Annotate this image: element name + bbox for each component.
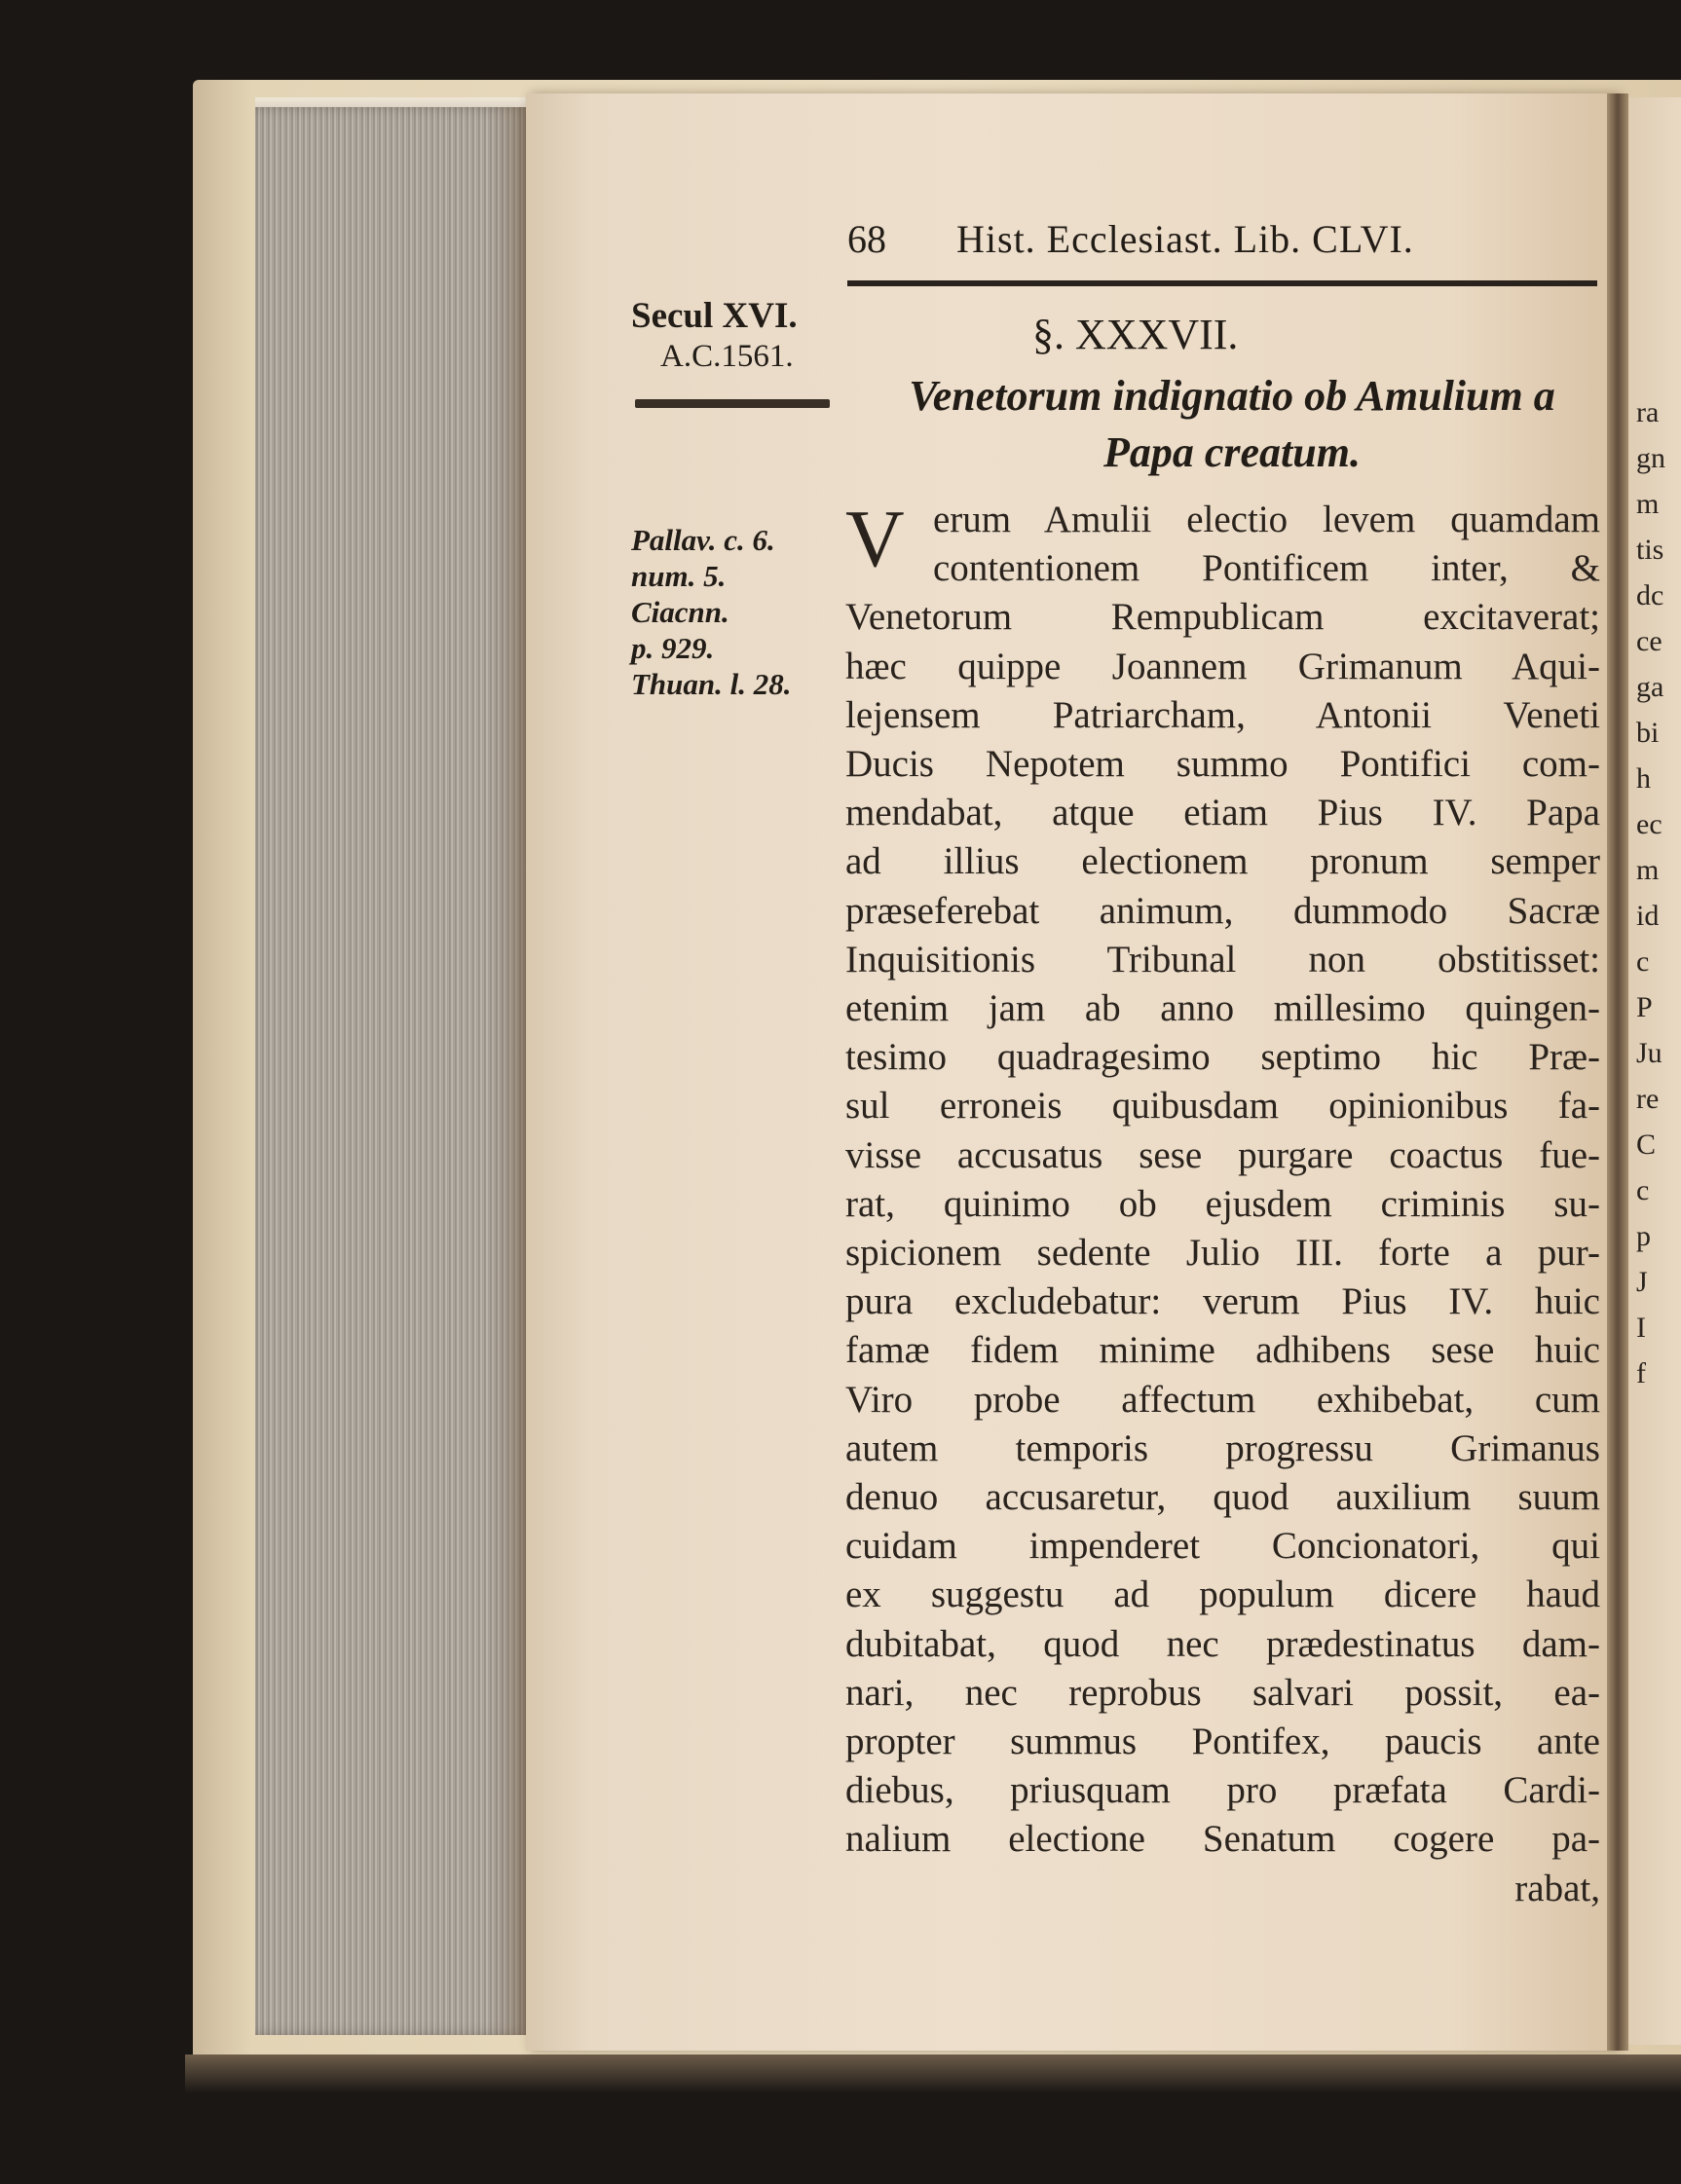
text-line: spicionem sedente Julio III. forte a pur- — [845, 1232, 1600, 1274]
facing-page-text — [1636, 389, 1681, 1396]
text-line: famæ fidem minime adhibens sese huic — [845, 1329, 1600, 1372]
facing-page-fragment: J — [1636, 1266, 1648, 1298]
facing-page-fragment: P — [1636, 991, 1653, 1023]
margin-reference: Ciacnn. — [631, 595, 729, 629]
text-line: etenim jam ab anno millesimo quingen- — [845, 987, 1600, 1029]
facing-page-fragment: dc — [1636, 579, 1664, 611]
facing-page-fragment: I — [1636, 1312, 1646, 1344]
facing-page-fragment: ga — [1636, 671, 1664, 703]
text-line: Viro probe affectum exhibebat, cum — [845, 1378, 1600, 1421]
text-line: ex suggestu ad populum dicere haud — [845, 1573, 1600, 1616]
facing-page-fragment: c — [1636, 1174, 1650, 1206]
margin-reference: Thuan. l. 28. — [631, 667, 792, 701]
text-line: Venetorum Rempublicam excitaverat; — [845, 596, 1600, 639]
facing-page-fragment: h — [1636, 762, 1651, 795]
text-line: pura excludebatur: verum Pius IV. huic — [845, 1280, 1600, 1323]
text-line: nalium electione Senatum cogere pa- — [845, 1818, 1600, 1861]
text-line: mendabat, atque etiam Pius IV. Papa — [845, 792, 1600, 834]
text-line: denuo accusaretur, quod auxilium suum — [845, 1476, 1600, 1518]
text-line: lejensem Patriarcham, Antonii Veneti — [845, 693, 1600, 736]
text-line: tesimo quadragesimo septimo hic Præ- — [845, 1036, 1600, 1079]
section-title — [857, 368, 1607, 481]
text-line: erum Amulii electio levem quamdam — [933, 499, 1600, 540]
text-line: Inquisitionis Tribunal non obstitisset: — [845, 938, 1600, 981]
margin-references — [631, 522, 845, 702]
facing-page-fragment: bi — [1636, 717, 1660, 749]
page-edges-shade — [487, 107, 528, 2035]
facing-page-fragment: ra — [1636, 396, 1660, 428]
margin-reference: Pallav. c. 6. — [631, 523, 775, 557]
running-title: Hist. Ecclesiast. Lib. CLVI. — [956, 217, 1414, 261]
text-line: diebus, priusquam pro præfata Cardi- — [845, 1769, 1600, 1812]
facing-page-edge — [1628, 97, 1681, 2045]
facing-page-fragment: c — [1636, 945, 1650, 978]
text-line: Ducis Nepotem summo Pontifici com- — [845, 743, 1600, 785]
facing-page-fragment: ce — [1636, 625, 1662, 657]
margin-date-note — [631, 296, 836, 376]
text-line: hæc quippe Joannem Grimanum Aqui- — [845, 645, 1600, 687]
text-line: cuidam impenderet Concionatori, qui — [845, 1525, 1600, 1568]
margin-rule — [635, 399, 830, 408]
margin-reference: p. 929. — [631, 631, 715, 665]
section-title-line: Papa creatum. — [1103, 428, 1361, 476]
facing-page-fragment: ec — [1636, 808, 1662, 840]
text-line: nari, nec reprobus salvari possit, ea- — [845, 1671, 1600, 1714]
text-line: autem temporis progressu Grimanus — [845, 1426, 1600, 1469]
facing-page-fragment: re — [1636, 1083, 1660, 1115]
header-rule — [847, 280, 1597, 286]
text-line: rabat, — [1514, 1867, 1600, 1909]
facing-page-fragment: gn — [1636, 442, 1665, 474]
facing-page-fragment: C — [1636, 1129, 1657, 1161]
facing-page-fragment: f — [1636, 1357, 1646, 1389]
text-line: ad illius electionem pronum semper — [845, 840, 1600, 883]
margin-year: A.C.1561. — [660, 339, 794, 374]
section-title-line: Venetorum indignatio ob Amulium a — [909, 372, 1555, 420]
text-line: rat, quinimo ob ejusdem criminis su- — [845, 1182, 1600, 1225]
book-gutter — [1607, 93, 1628, 2051]
text-line: præseferebat animum, dummodo Sacræ — [845, 889, 1600, 932]
text-line: visse accusatus sese purgare coactus fue- — [845, 1133, 1600, 1176]
margin-century: Secul XVI. — [631, 296, 798, 336]
drop-cap: V — [845, 494, 905, 584]
page-number: 68 — [847, 217, 886, 261]
section-number: §. XXXVII. — [1032, 311, 1239, 358]
text-line: contentionem Pontificem inter, & — [933, 547, 1600, 590]
facing-page-fragment: m — [1636, 488, 1660, 520]
text-line: sul erroneis quibusdam opinionibus fa- — [845, 1085, 1600, 1128]
facing-page-fragment: id — [1636, 900, 1660, 932]
facing-page-fragment: tis — [1636, 534, 1664, 566]
facing-page-fragment: Ju — [1636, 1037, 1662, 1069]
facing-page-fragment: p — [1636, 1220, 1651, 1252]
page-header — [847, 216, 1578, 267]
facing-page-fragment: m — [1636, 854, 1660, 886]
book-shadow — [185, 2054, 1681, 2093]
margin-reference: num. 5. — [631, 559, 727, 593]
text-line: propter summus Pontifex, paucis ante — [845, 1721, 1600, 1762]
text-line: dubitabat, quod nec prædestinatus dam- — [845, 1622, 1600, 1665]
